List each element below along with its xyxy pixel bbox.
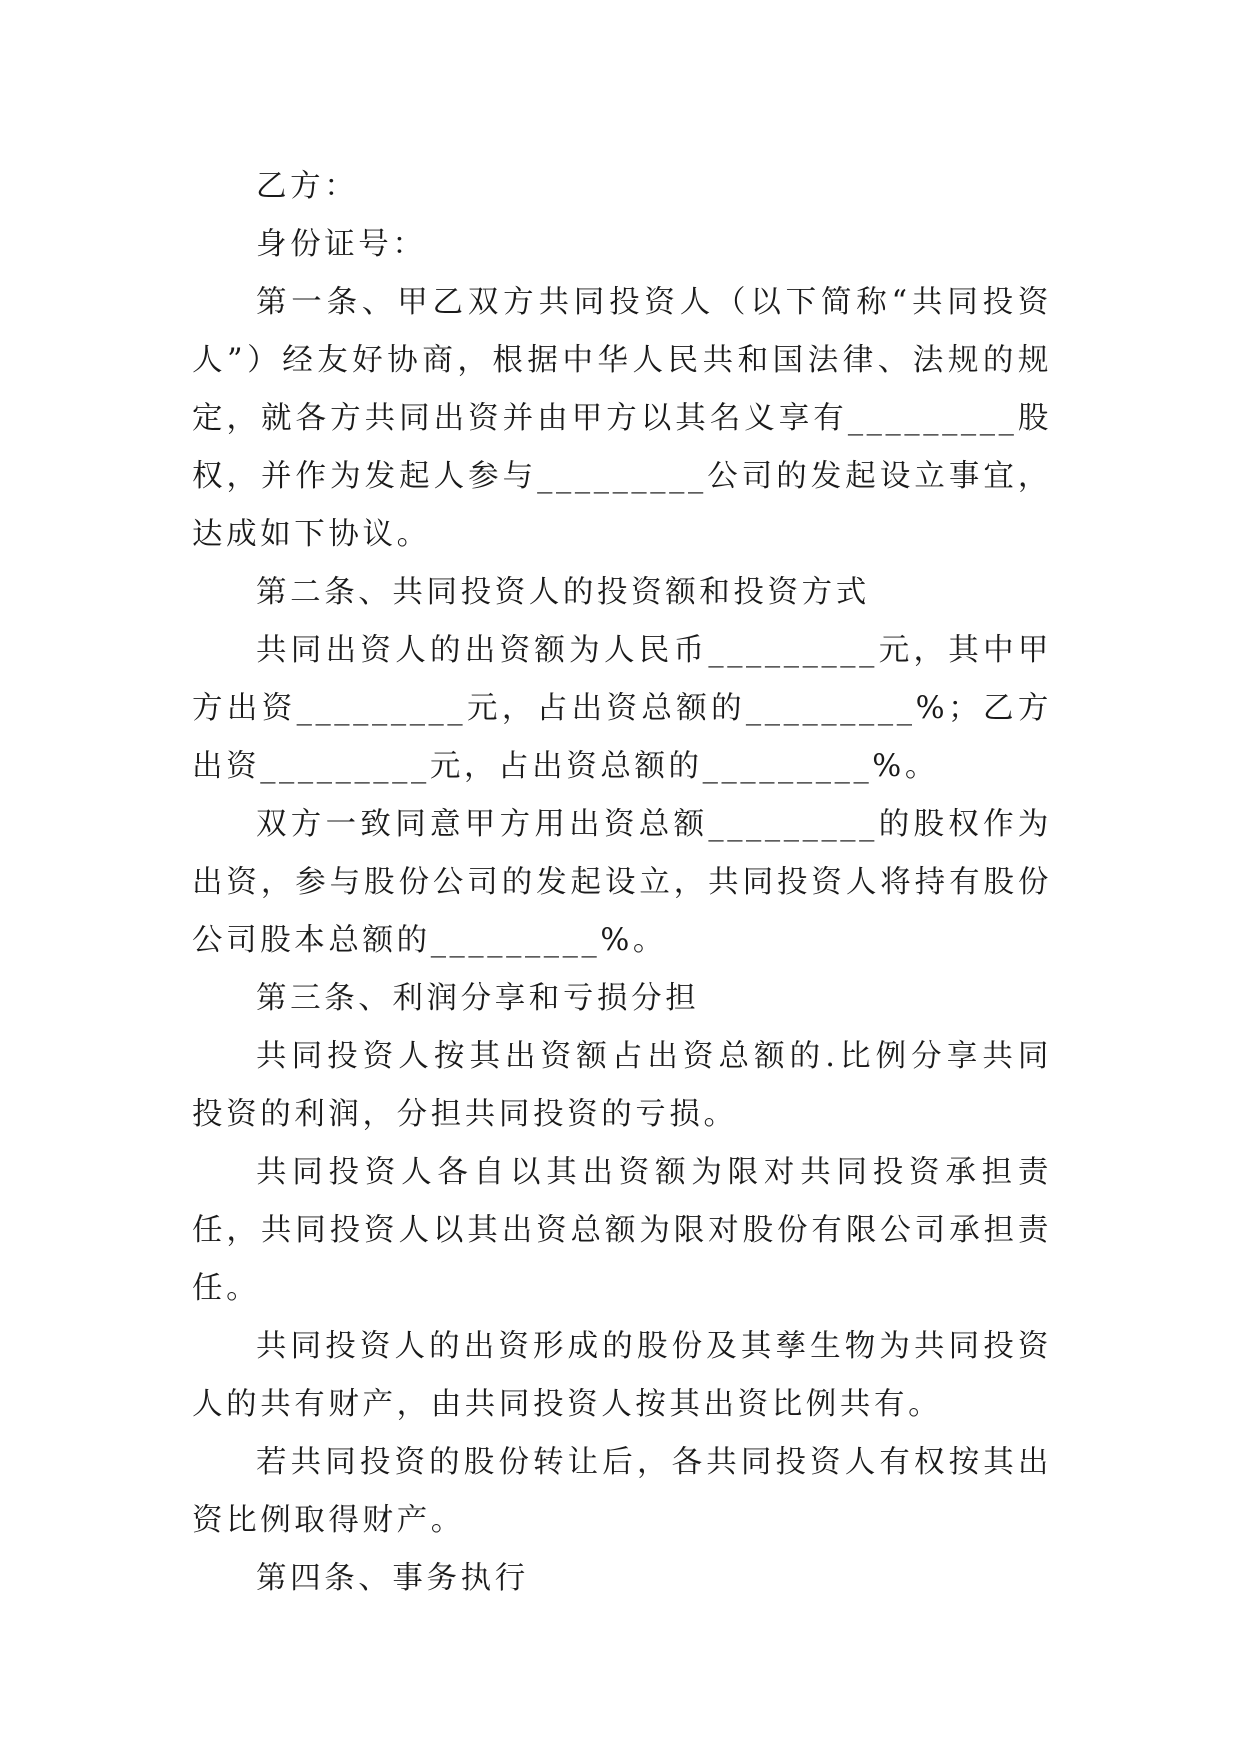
article-3-paragraph-3: 共同投资人的出资形成的股份及其孳生物为共同投资人的共有财产，由共同投资人按其出资比例共有。 — [192, 1329, 1052, 1422]
article-3-heading: 第三条、利润分享和亏损分担 — [256, 981, 700, 1016]
party-b-line: 乙方： — [256, 169, 359, 204]
article-2-paragraph-1: 共同出资人的出资额为人民币_________元，其中甲方出资_________元，占出资总额的_________%；乙方出资_________元，占出资总额的_________%。 — [192, 633, 1052, 784]
article-2-heading: 第二条、共同投资人的投资额和投资方式 — [256, 575, 870, 610]
article-3-paragraph-4: 若共同投资的股份转让后，各共同投资人有权按其出资比例取得财产。 — [192, 1445, 1052, 1538]
article-3-paragraph-2: 共同投资人各自以其出资额为限对共同投资承担责任，共同投资人以其出资总额为限对股份有限公司承担责任。 — [192, 1155, 1052, 1306]
document-page — [192, 158, 1052, 1608]
id-number-line: 身份证号： — [256, 227, 427, 262]
article-1-body: 第一条、甲乙双方共同投资人（以下简称“共同投资人”）经友好协商，根据中华人民共和国法律、法规的规定，就各方共同出资并由甲方以其名义享有_________股权，并作为发起人参与_________公司的发起设立事宜，达成如下协议。 — [192, 285, 1052, 552]
article-4-heading: 第四条、事务执行 — [256, 1561, 529, 1596]
article-2-paragraph-2: 双方一致同意甲方用出资总额_________的股权作为出资，参与股份公司的发起设立，共同投资人将持有股份公司股本总额的_________%。 — [192, 807, 1052, 958]
article-3-paragraph-1: 共同投资人按其出资额占出资总额的.比例分享共同投资的利润，分担共同投资的亏损。 — [192, 1039, 1052, 1132]
